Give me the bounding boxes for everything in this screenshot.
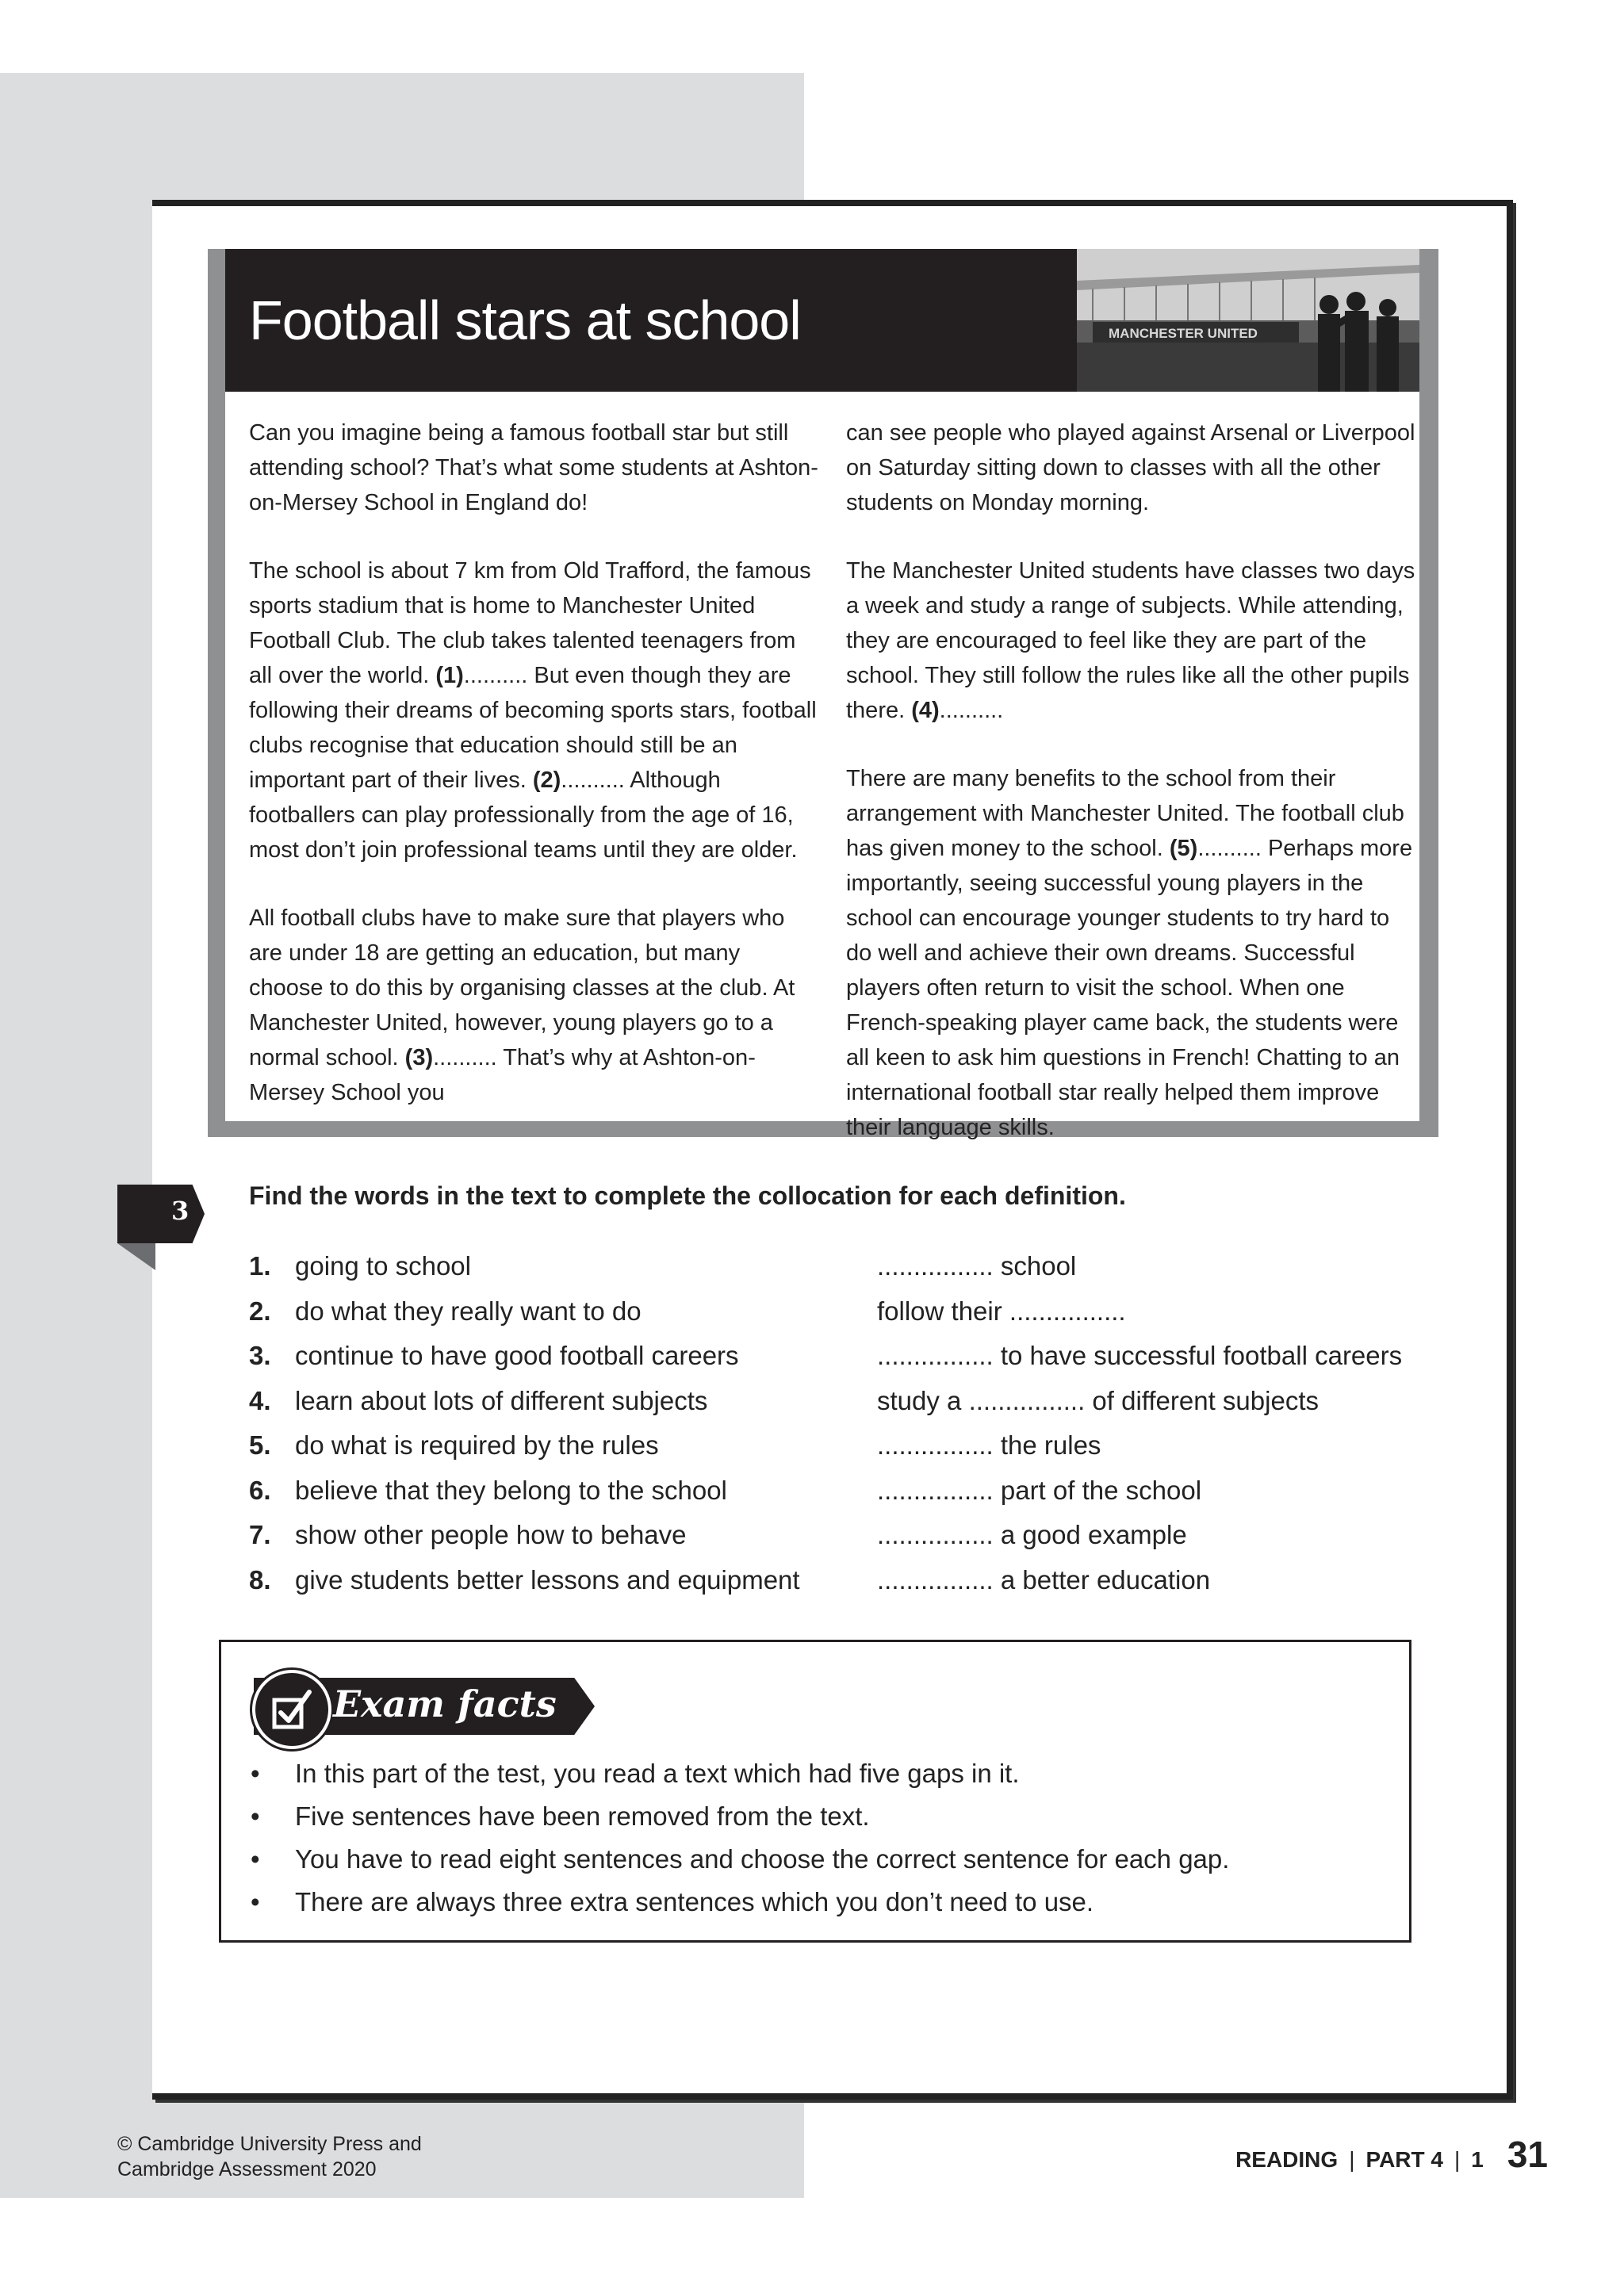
article-text: can see people who played against Arsenal or Liverpool on Saturday sitting down to classes with all the other students on Monday morning. bbox=[846, 420, 1415, 515]
article-text: All football clubs have to make sure that players who are under 18 are getting an education, but many choose to do this by organising classes at the club. At Manchester United, however, young players go to a normal school. bbox=[249, 905, 795, 1070]
article-paragraph bbox=[249, 553, 820, 867]
photo-sign-text: MANCHESTER UNITED bbox=[1109, 326, 1258, 341]
article-text: There are many benefits to the school from their arrangement with Manchester United. The football club has given money to the school. bbox=[846, 766, 1404, 861]
article-paragraph bbox=[249, 901, 820, 1110]
item-number: 8. bbox=[249, 1564, 271, 1595]
article-paragraph bbox=[846, 553, 1417, 728]
gap-marker-1: (1) bbox=[435, 663, 464, 688]
bullet-text: There are always three extra sentences which you don’t need to use. bbox=[295, 1887, 1094, 1916]
exercise-item bbox=[249, 1341, 1438, 1386]
item-number: 7. bbox=[249, 1520, 271, 1549]
article-right-column bbox=[846, 415, 1417, 1178]
article-paragraph bbox=[846, 761, 1417, 1145]
bullet-icon: • bbox=[251, 1844, 260, 1874]
exercise-number: 3 bbox=[171, 1196, 190, 1226]
exercise-item bbox=[249, 1386, 1438, 1431]
item-number: 1. bbox=[249, 1251, 271, 1281]
bullet-icon: • bbox=[251, 1887, 260, 1916]
item-collocation: study a ................ of different subjects bbox=[877, 1385, 1319, 1415]
bullet-icon: • bbox=[251, 1759, 260, 1788]
footer-part: PART 4 bbox=[1365, 2147, 1443, 2172]
exercise-instruction: Find the words in the text to complete the collocation for each definition. bbox=[249, 1181, 1126, 1210]
stadium-photo bbox=[1077, 249, 1419, 392]
exercise-item bbox=[249, 1565, 1438, 1610]
copyright-line: © Cambridge University Press and bbox=[117, 2133, 422, 2155]
article-paragraph bbox=[249, 415, 820, 520]
item-number: 6. bbox=[249, 1475, 271, 1505]
checkbox-tick-icon bbox=[252, 1670, 331, 1749]
item-definition: believe that they belong to the school bbox=[295, 1475, 727, 1505]
item-definition: do what they really want to do bbox=[295, 1296, 642, 1326]
item-collocation: ................ to have successful football careers bbox=[877, 1341, 1403, 1370]
item-number: 3. bbox=[249, 1341, 271, 1370]
footer-subpart: 1 bbox=[1471, 2147, 1484, 2172]
item-definition: continue to have good football careers bbox=[295, 1341, 739, 1370]
article-text: The school is about 7 km from Old Trafford, the famous sports stadium that is home to Manchester United Football Club. The club takes talented teenagers from all over the world. bbox=[249, 558, 811, 688]
article-text: The Manchester United students have classes two days a week and study a range of subjects. While attending, they are encouraged to feel like they are part of the school. They still follow the rules like all the other pupils there. bbox=[846, 558, 1415, 723]
item-collocation: ................ the rules bbox=[877, 1430, 1101, 1460]
bullet-text: Five sentences have been removed from the text. bbox=[295, 1801, 870, 1831]
item-definition: show other people how to behave bbox=[295, 1520, 687, 1549]
exercise-item bbox=[249, 1476, 1438, 1521]
article-text: .......... Although footballers can play professionally from the age of 16, most don’t join professional teams until they are older. bbox=[249, 768, 798, 863]
article-title-bar bbox=[225, 249, 1077, 392]
article-title: Football stars at school bbox=[249, 289, 801, 351]
article-text: Can you imagine being a famous football star but still attending school? That’s what some students at Ashton-on-Mersey School in England do! bbox=[249, 420, 818, 515]
article-text: .......... But even though they are following their dreams of becoming sports stars, football clubs recognise that education should still be an important part of their lives. bbox=[249, 663, 817, 793]
article-left-column bbox=[249, 415, 820, 1143]
bullet-icon: • bbox=[251, 1801, 260, 1831]
article-text: .......... bbox=[939, 698, 1004, 723]
item-number: 4. bbox=[249, 1385, 271, 1415]
exercise-item bbox=[249, 1251, 1438, 1296]
exercise-number-tab bbox=[117, 1185, 205, 1243]
article-text: .......... Perhaps more importantly, seeing successful young players in the school can encourage younger students to try hard to do well and achieve their own dreams. Successful players often return to visit the school. When one French-speaking player came back, the students were all keen to ask him questions in French! Chatting to an international football star really helped them improve their language skills. bbox=[846, 836, 1413, 1140]
article-text: .......... That’s why at Ashton-on-Mersey School you bbox=[249, 1045, 756, 1105]
page-number: 31 bbox=[1507, 2134, 1548, 2175]
item-collocation: follow their ................ bbox=[877, 1296, 1126, 1326]
exercise-item bbox=[249, 1296, 1438, 1342]
item-collocation: ................ school bbox=[877, 1251, 1077, 1281]
copyright-notice bbox=[117, 2131, 422, 2182]
gap-marker-2: (2) bbox=[532, 768, 561, 793]
item-number: 5. bbox=[249, 1430, 271, 1460]
item-definition: give students better lessons and equipment bbox=[295, 1564, 800, 1595]
item-definition: learn about lots of different subjects bbox=[295, 1385, 708, 1415]
footer-section: READING bbox=[1235, 2147, 1339, 2172]
item-collocation: ................ part of the school bbox=[877, 1475, 1202, 1505]
item-number: 2. bbox=[249, 1296, 271, 1326]
item-collocation: ................ a good example bbox=[877, 1520, 1187, 1549]
copyright-line: Cambridge Assessment 2020 bbox=[117, 2158, 377, 2180]
footer-separator: | bbox=[1454, 2147, 1461, 2172]
gap-marker-4: (4) bbox=[911, 698, 940, 723]
bullet-text: In this part of the test, you read a text which had five gaps in it. bbox=[295, 1759, 1020, 1788]
exercise-item bbox=[249, 1520, 1438, 1565]
exercise-items bbox=[249, 1251, 1438, 1610]
item-collocation: ................ a better education bbox=[877, 1564, 1211, 1595]
exam-facts-title: Exam facts bbox=[333, 1683, 557, 1725]
article-paragraph bbox=[846, 415, 1417, 520]
exercise-item bbox=[249, 1430, 1438, 1476]
footer-separator: | bbox=[1349, 2147, 1355, 2172]
gap-marker-3: (3) bbox=[404, 1045, 434, 1070]
gap-marker-5: (5) bbox=[1169, 836, 1198, 861]
item-definition: do what is required by the rules bbox=[295, 1430, 659, 1460]
item-definition: going to school bbox=[295, 1251, 471, 1281]
bullet-text: You have to read eight sentences and choose the correct sentence for each gap. bbox=[295, 1844, 1230, 1874]
page-footer bbox=[1235, 2133, 1548, 2176]
